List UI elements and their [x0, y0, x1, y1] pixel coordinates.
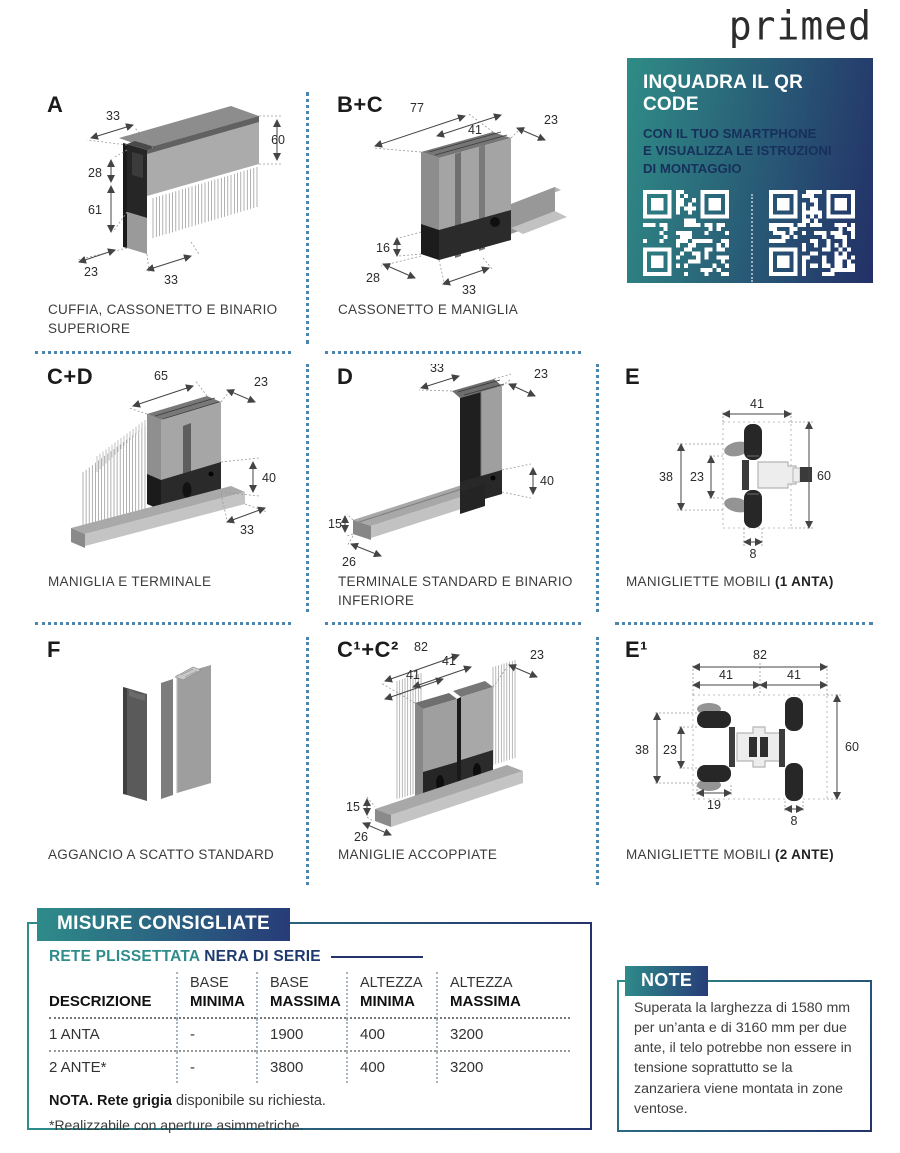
dim-label: 82	[414, 640, 428, 654]
table-cell: -	[176, 1052, 256, 1083]
dim-label: 16	[376, 241, 390, 255]
dotted-divider	[615, 622, 873, 625]
dim-label: 60	[271, 133, 285, 147]
qr-label-2-ante: 2 ANTE	[769, 282, 813, 297]
dim-label: 23	[254, 375, 268, 389]
dim-label: 23	[544, 113, 558, 127]
diagram-e-drawing	[613, 364, 878, 569]
misure-consigliate-box	[27, 913, 592, 1133]
table-cell: 3800	[256, 1052, 346, 1083]
diagram-caption-a: CUFFIA, CASSONETTO E BINARIO SUPERIORE	[48, 302, 278, 336]
dim-label: 38	[635, 743, 649, 757]
diagram-cell-f	[35, 637, 293, 865]
table-header-altezza-massima: ALTEZZA MASSIMA	[436, 972, 570, 1019]
misure-table	[49, 972, 570, 1083]
dotted-divider	[596, 637, 599, 885]
dim-label: 23	[84, 265, 98, 279]
dim-label: 28	[88, 166, 102, 180]
qr-panel	[627, 58, 873, 297]
dim-label: 41	[719, 668, 733, 682]
diagram-caption-e1: MANIGLIETTE MOBILI (2 ANTE)	[626, 847, 834, 862]
dim-label: 60	[817, 469, 831, 483]
dim-label: 28	[366, 271, 380, 285]
primed-logo: primed	[728, 2, 872, 50]
dim-label: 33	[430, 364, 444, 375]
diagram-cell-d	[325, 364, 583, 611]
dotted-divider	[306, 364, 309, 612]
diagram-label-cd: C+D	[47, 364, 94, 389]
table-header-altezza-minima: ALTEZZA MINIMA	[346, 972, 436, 1019]
table-cell: 400	[346, 1019, 436, 1052]
qr-panel-subtitle-line3: DI MONTAGGIO	[643, 160, 742, 176]
diagram-label-d: D	[337, 364, 354, 389]
dim-label: 40	[262, 471, 276, 485]
table-cell: 3200	[436, 1052, 570, 1083]
dim-label: 41	[442, 654, 456, 668]
qr-panel-title: INQUADRA IL QR CODE	[643, 72, 804, 115]
dim-label: 41	[406, 668, 420, 682]
qr-label-1-anta: 1 ANTA	[643, 282, 686, 297]
diagram-caption-f: AGGANCIO A SCATTO STANDARD	[48, 847, 275, 862]
dim-label: 19	[707, 798, 721, 812]
diagram-bc-drawing	[325, 92, 583, 297]
table-header-base-massima: BASE MASSIMA	[256, 972, 346, 1019]
diagram-cd-drawing	[35, 364, 293, 569]
dim-label: 41	[468, 123, 482, 137]
note-title: NOTE	[625, 966, 708, 996]
table-header-descrizione: DESCRIZIONE	[49, 972, 176, 1019]
diagram-cell-cd	[35, 364, 293, 592]
table-cell: 1 ANTA	[49, 1019, 176, 1052]
dim-label: 82	[753, 648, 767, 662]
diagram-d-drawing	[325, 364, 583, 569]
dim-label: 65	[154, 369, 168, 383]
qr-code-1-anta-icon	[643, 190, 729, 276]
dotted-divider	[596, 364, 599, 612]
diagram-e1-drawing	[613, 637, 878, 842]
dim-label: 23	[534, 367, 548, 381]
diagram-cell-e1	[613, 637, 878, 865]
diagram-label-bc: B+C	[337, 92, 384, 117]
diagram-label-e1: E¹	[625, 637, 648, 662]
misure-footnote: *Realizzabile con aperture asimmetriche.	[49, 1117, 304, 1133]
dotted-divider	[306, 637, 309, 885]
dim-label: 26	[342, 555, 356, 569]
misure-subtitle: RETE PLISSETTATA NERA DI SERIE	[49, 948, 570, 966]
dim-label: 8	[790, 814, 798, 828]
misure-nota: NOTA. Rete grigia disponibile su richiesta.	[49, 1093, 326, 1109]
dim-label: 26	[354, 830, 368, 842]
dim-label: 33	[164, 273, 178, 287]
dim-label: 23	[690, 470, 704, 484]
diagram-cell-c1c2	[325, 637, 583, 865]
diagram-caption-cd: MANIGLIA E TERMINALE	[48, 574, 212, 589]
dotted-divider	[35, 622, 291, 625]
dim-label: 41	[750, 397, 764, 411]
dim-label: 23	[663, 743, 677, 757]
diagram-cell-e	[613, 364, 878, 592]
diagram-caption-c1c2: MANIGLIE ACCOPPIATE	[338, 847, 498, 862]
diagram-label-c1c2: C¹+C²	[337, 637, 399, 662]
dotted-divider	[306, 92, 309, 344]
table-cell: 400	[346, 1052, 436, 1083]
diagram-caption-d: TERMINALE STANDARD E BINARIO INFERIORE	[338, 574, 573, 608]
note-body: Superata la larghezza di 1580 mm per un’anta e di 3160 mm per due ante, il telo potrebbe non essere in tensione soprattutto se la zanzariera viene montata in zone ventose.	[634, 1000, 852, 1117]
dotted-divider	[325, 351, 581, 354]
dotted-divider	[35, 351, 291, 354]
dim-label: 33	[462, 283, 476, 297]
diagram-f-drawing	[35, 637, 293, 842]
dim-label: 38	[659, 470, 673, 484]
dim-label: 60	[845, 740, 859, 754]
diagram-caption-e: MANIGLIETTE MOBILI (1 ANTA)	[626, 574, 834, 589]
dim-label: 61	[88, 203, 102, 217]
note-box	[617, 970, 872, 1132]
table-header-base-minima: BASE MINIMA	[176, 972, 256, 1019]
dim-label: 40	[540, 474, 554, 488]
dim-label: 33	[240, 523, 254, 537]
diagram-caption-bc: CASSONETTO E MANIGLIA	[338, 302, 519, 317]
misure-title: MISURE CONSIGLIATE	[37, 908, 290, 941]
dim-label: 15	[328, 517, 342, 531]
dim-label: 33	[106, 109, 120, 123]
diagram-label-a: A	[47, 92, 64, 117]
qr-panel-subtitle-line1: CON IL TUO SMARTPHONE	[643, 126, 817, 141]
qr-code-2-ante-icon	[769, 190, 855, 276]
table-cell: 1900	[256, 1019, 346, 1052]
diagram-c1c2-drawing	[325, 637, 583, 842]
table-cell: 2 ANTE*	[49, 1059, 107, 1076]
diagram-a-drawing	[35, 92, 293, 297]
dim-label: 77	[410, 101, 424, 115]
dotted-divider	[325, 622, 581, 625]
qr-dotted-divider	[751, 194, 769, 282]
table-cell: 3200	[436, 1019, 570, 1052]
qr-panel-subtitle-line2: E VISUALIZZA LE ISTRUZIONI	[643, 143, 832, 159]
dim-label: 8	[749, 547, 757, 561]
dim-label: 41	[787, 668, 801, 682]
diagram-cell-a	[35, 92, 293, 339]
dim-label: 23	[530, 648, 544, 662]
diagram-label-e: E	[625, 364, 641, 389]
subtitle-rule	[331, 956, 423, 958]
table-cell: -	[176, 1019, 256, 1052]
dim-label: 15	[346, 800, 360, 814]
diagram-cell-bc	[325, 92, 583, 320]
diagram-label-f: F	[47, 637, 61, 662]
